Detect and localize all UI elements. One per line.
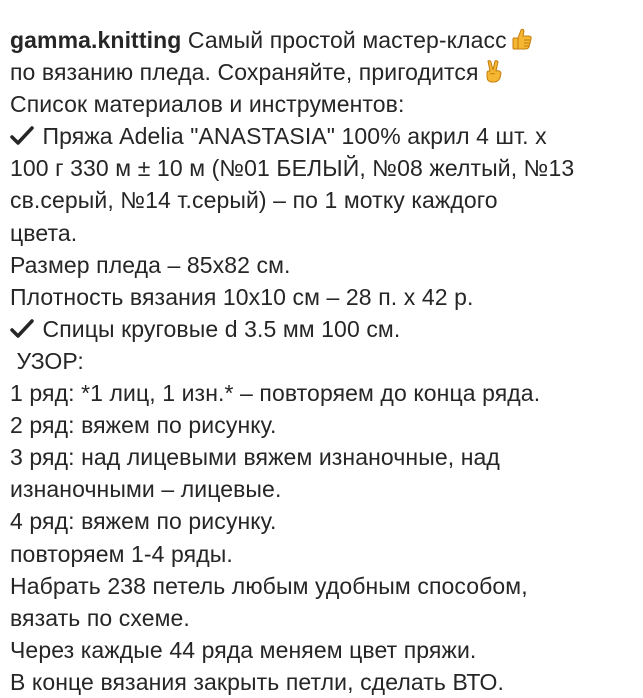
check-mark-icon	[10, 126, 34, 146]
username-link[interactable]: gamma.knitting	[10, 27, 182, 53]
caption-line-title	[10, 24, 638, 56]
pattern-header: УЗОР:	[10, 347, 84, 374]
yarn-text-1: Пряжа Adelia "ANASTASIA" 100% акрил 4 шт. х	[42, 123, 547, 150]
caption-title-text-2: по вязанию пледа. Сохраняйте, пригодится	[10, 59, 479, 86]
needles-text: Спицы круговые d 3.5 мм 100 см.	[42, 315, 401, 342]
row1-line: 1 ряд: *1 лиц, 1 изн.* – повторяем до конца ряда.	[10, 380, 541, 407]
caption-line-title-2	[10, 56, 638, 88]
caption-title-text: Самый простой мастер-класс	[187, 27, 507, 53]
thumbs-up-icon	[511, 27, 533, 51]
needles-line	[10, 313, 638, 345]
row3-line-b: изнаночными – лицевые.	[10, 476, 282, 503]
density-line: Плотность вязания 10х10 см – 28 п. х 42 р.	[10, 283, 474, 310]
yarn-line-4: цвета.	[10, 219, 78, 246]
finish-line: В конце вязания закрыть петли, сделать ВТО.	[10, 668, 504, 695]
cast-on-line-b: вязать по схеме.	[10, 604, 190, 631]
row3-line-a: 3 ряд: над лицевыми вяжем изнаночные, над	[10, 444, 500, 471]
post-caption	[10, 24, 638, 698]
materials-header: Список материалов и инструментов:	[10, 91, 405, 118]
victory-hand-icon	[483, 59, 505, 83]
repeat-line: повторяем 1-4 ряды.	[10, 540, 233, 567]
color-change-line: Через каждые 44 ряда меняем цвет пряжи.	[10, 636, 477, 663]
yarn-line-1	[10, 120, 638, 152]
row4-line: 4 ряд: вяжем по рисунку.	[10, 508, 277, 535]
cast-on-line-a: Набрать 238 петель любым удобным способом,	[10, 572, 528, 599]
yarn-line-2: 100 г 330 м ± 10 м (№01 БЕЛЫЙ, №08 желтый, №13	[10, 155, 575, 182]
row2-line: 2 ряд: вяжем по рисунку.	[10, 412, 277, 439]
check-mark-icon	[10, 319, 34, 339]
size-line: Размер пледа – 85х82 см.	[10, 251, 291, 278]
yarn-line-3: св.серый, №14 т.серый) – по 1 мотку каждого	[10, 187, 498, 214]
